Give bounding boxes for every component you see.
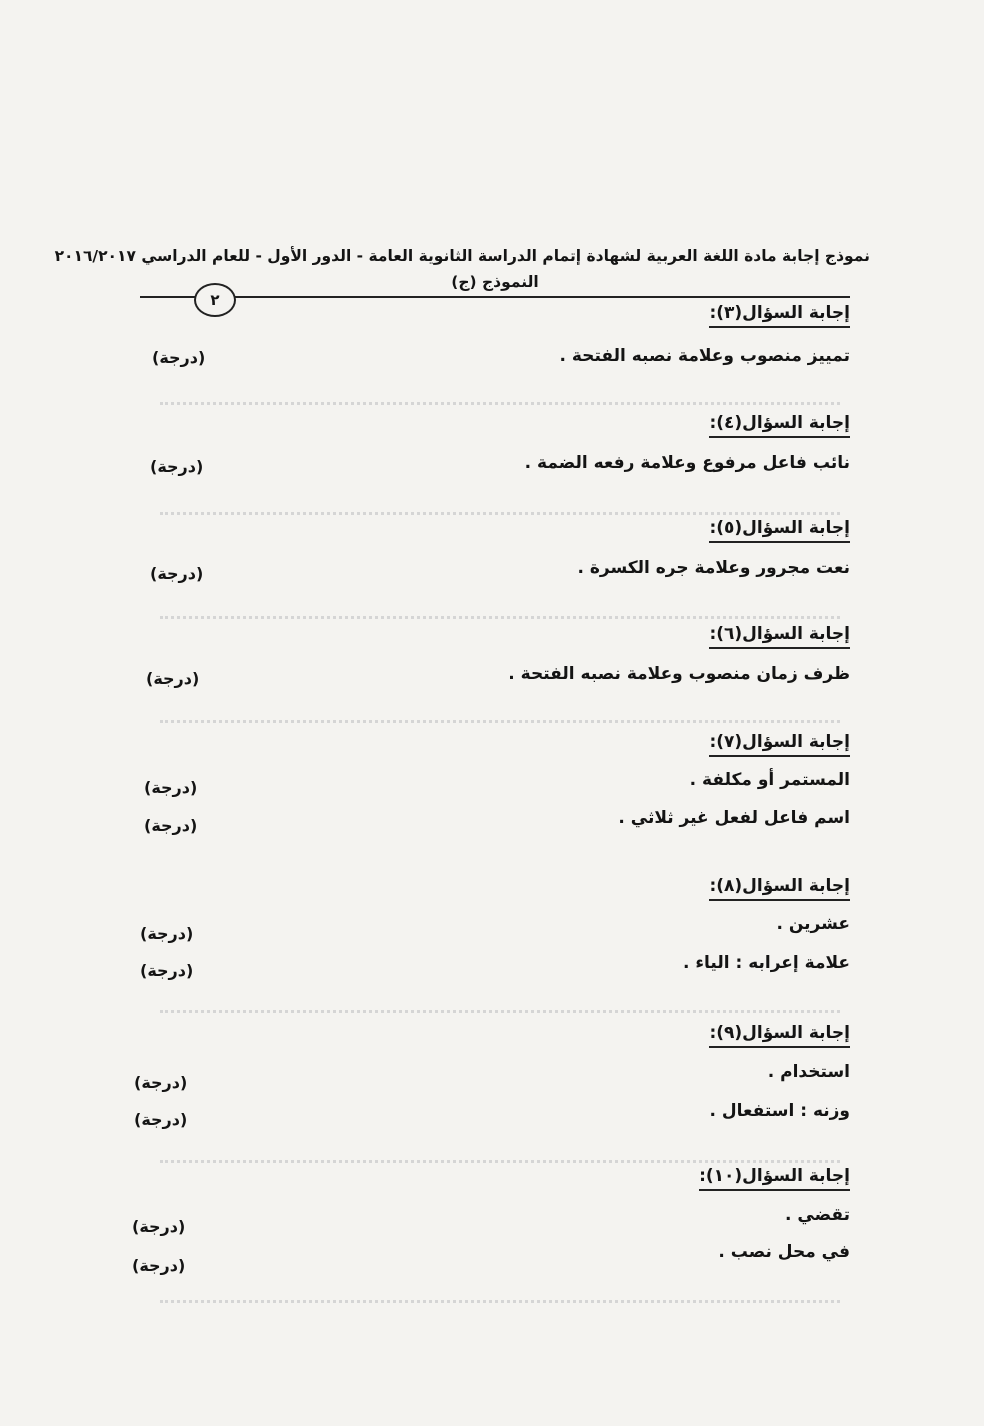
question-9-answer-1: استخدام . [767,1062,850,1082]
question-8-answer-2: علامة إعرابه : الياء . [682,953,850,973]
question-7-heading: إجابة السؤال(٧): [709,732,850,757]
question-7-mark-2: (درجة) [144,816,198,835]
faint-dotted-line [160,720,840,723]
question-10-heading: إجابة السؤال(١٠): [699,1166,850,1191]
question-6-mark-1: (درجة) [146,669,200,688]
question-7-answer-1: المستمر أو مكلفة . [689,770,850,790]
page-number: ٢ [194,283,236,317]
document-header [54,243,870,295]
question-8-mark-2: (درجة) [140,961,194,980]
faint-dotted-line [160,512,840,515]
question-9-heading: إجابة السؤال(٩): [709,1023,850,1048]
question-5-heading: إجابة السؤال(٥): [709,518,850,543]
question-4-heading: إجابة السؤال(٤): [709,413,850,438]
question-4-mark-1: (درجة) [150,457,204,476]
question-5-answer-1: نعت مجرور وعلامة جره الكسرة . [577,558,850,578]
question-10-mark-1: (درجة) [132,1217,186,1236]
faint-dotted-line [160,1160,840,1163]
question-10-answer-2: في محل نصب . [718,1242,850,1262]
question-8-answer-1: عشرين . [776,914,850,934]
question-6-answer-1: ظرف زمان منصوب وعلامة نصبه الفتحة . [508,664,850,684]
question-9-answer-2: وزنه : استفعال . [709,1101,850,1121]
question-10-answer-1: تقضي . [785,1205,850,1225]
question-5-mark-1: (درجة) [150,564,204,583]
question-9-mark-1: (درجة) [134,1073,188,1092]
faint-dotted-line [160,1300,840,1303]
question-3-heading: إجابة السؤال(٣): [709,303,850,328]
faint-dotted-line [160,616,840,619]
header-model-label: النموذج (ج) [451,273,539,291]
header-divider [140,296,850,298]
question-10-mark-2: (درجة) [132,1256,186,1275]
question-3-mark-1: (درجة) [152,348,206,367]
question-8-mark-1: (درجة) [140,924,194,943]
faint-dotted-line [160,1010,840,1013]
question-7-mark-1: (درجة) [144,778,198,797]
question-8-heading: إجابة السؤال(٨): [709,876,850,901]
question-7-answer-2: اسم فاعل لفعل غير ثلاثي . [618,808,850,828]
question-9-mark-2: (درجة) [134,1110,188,1129]
faint-dotted-line [160,402,840,405]
question-6-heading: إجابة السؤال(٦): [709,624,850,649]
question-4-answer-1: نائب فاعل مرفوع وعلامة رفعه الضمة . [524,453,850,473]
question-3-answer-1: تمييز منصوب وعلامة نصبه الفتحة . [559,346,850,366]
header-title: نموذج إجابة مادة اللغة العربية لشهادة إتمام الدراسة الثانوية العامة - الدور الأول - للعام الدراسي ٢٠١٦/٢٠١٧ [54,247,870,265]
